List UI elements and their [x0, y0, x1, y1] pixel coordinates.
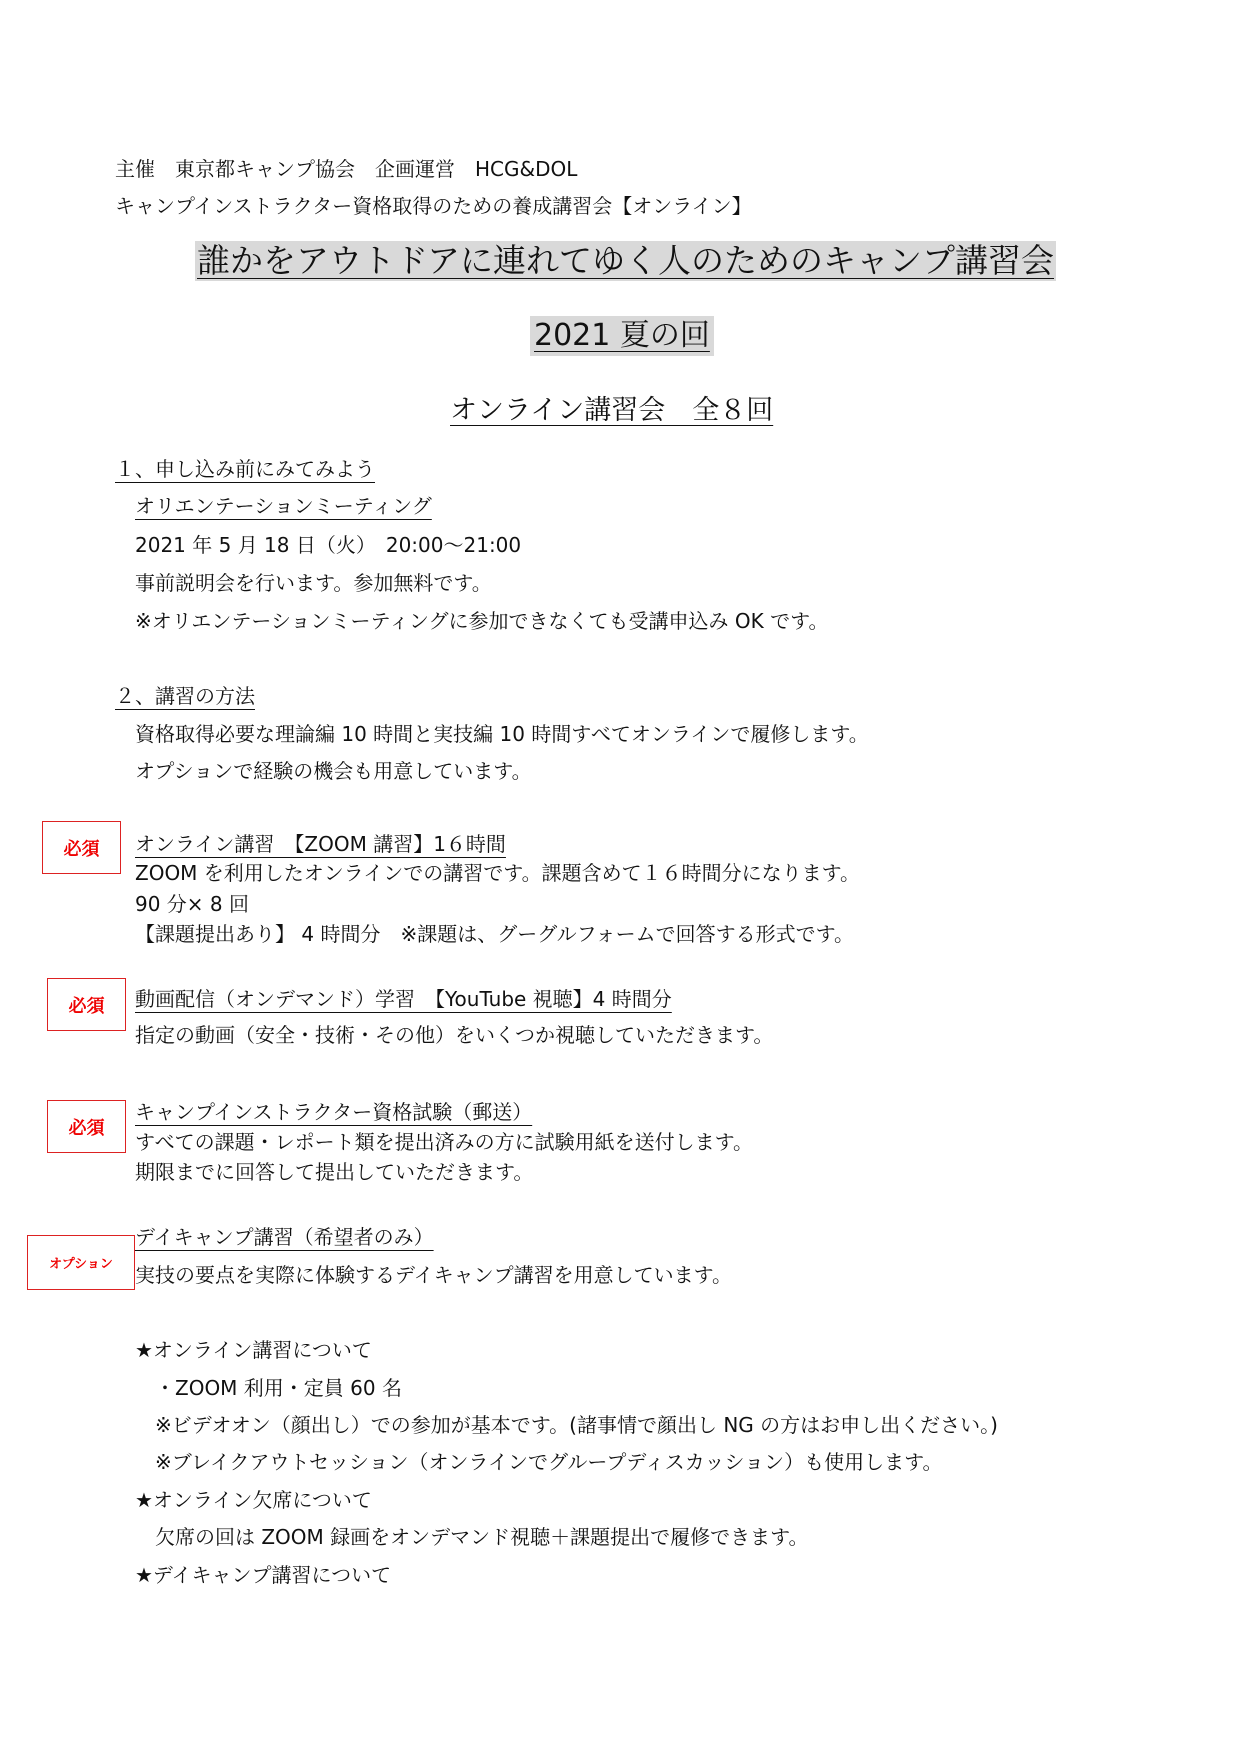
zoom-line1: ZOOM を利用したオンラインでの講習です。課題含めて１６時間分になります。 [135, 861, 860, 885]
exam-line1: すべての課題・レポート類を提出済みの方に試験用紙を送付します。 [135, 1130, 753, 1154]
required-badge-exam: 必須 [47, 1100, 126, 1153]
exam-line2: 期限までに回答して提出していただきます。 [135, 1160, 534, 1184]
zoom-line3: 【課題提出あり】 4 時間分 ※課題は、グーグルフォームで回答する形式です。 [135, 922, 854, 946]
required-badge-video: 必須 [47, 978, 126, 1031]
video-line1: 指定の動画（安全・技術・その他）をいくつか視聴していただきます。 [135, 1023, 774, 1047]
section1-line2: ※オリエンテーションミーティングに参加できなくても受講申込み OK です。 [135, 609, 829, 633]
course-line: キャンプインストラクター資格取得のための養成講習会【オンライン】 [115, 194, 752, 218]
section1-subheading: オリエンテーションミーティング [135, 494, 432, 518]
zoom-heading: オンライン講習 【ZOOM 講習】1６時間 [135, 832, 506, 856]
online-note-1: ・ZOOM 利用・定員 60 名 [155, 1376, 402, 1400]
season-title: 2021 夏の回 [530, 316, 714, 356]
daycamp-line1: 実技の要点を実際に体験するデイキャンプ講習を用意しています。 [135, 1263, 732, 1287]
section1-line1: 事前説明会を行います。参加無料です。 [135, 571, 492, 595]
daycamp-notes-title: ★デイキャンプ講習について [135, 1563, 392, 1587]
daycamp-heading: デイキャンプ講習（希望者のみ） [135, 1225, 434, 1249]
online-note-2: ※ビデオオン（顔出し）での参加が基本です。(諸事情で顔出し NG の方はお申し出ください。) [155, 1413, 998, 1437]
absence-note-1: 欠席の回は ZOOM 録画をオンデマンド視聴＋課題提出で履修できます。 [155, 1525, 809, 1549]
option-badge-daycamp: オプション [27, 1235, 135, 1290]
exam-heading: キャンプインストラクター資格試験（郵送） [135, 1100, 533, 1124]
section2-line1: 資格取得必要な理論編 10 時間と実技編 10 時間すべてオンラインで履修します。 [135, 722, 869, 746]
subtitle: オンライン講習会 全８回 [450, 395, 774, 426]
main-title: 誰かをアウトドアに連れてゆく人のためのキャンプ講習会 [197, 241, 1055, 280]
section2-heading: ２、講習の方法 [115, 684, 255, 708]
required-badge-zoom: 必須 [42, 821, 121, 874]
section1-date: 2021 年 5 月 18 日（火） 20:00〜21:00 [135, 533, 522, 557]
section1-heading: １、申し込み前にみてみよう [115, 457, 375, 481]
organizer-line: 主催 東京都キャンプ協会 企画運営 HCG&DOL [115, 157, 578, 181]
section2-line2: オプションで経験の機会も用意しています。 [135, 759, 532, 783]
video-heading: 動画配信（オンデマンド）学習 【YouTube 視聴】4 時間分 [135, 987, 672, 1011]
absence-notes-title: ★オンライン欠席について [135, 1488, 372, 1512]
online-notes-title: ★オンライン講習について [135, 1338, 372, 1362]
online-note-3: ※ブレイクアウトセッション（オンラインでグループディスカッション）も使用します。 [155, 1450, 943, 1474]
zoom-line2: 90 分× 8 回 [135, 892, 250, 916]
